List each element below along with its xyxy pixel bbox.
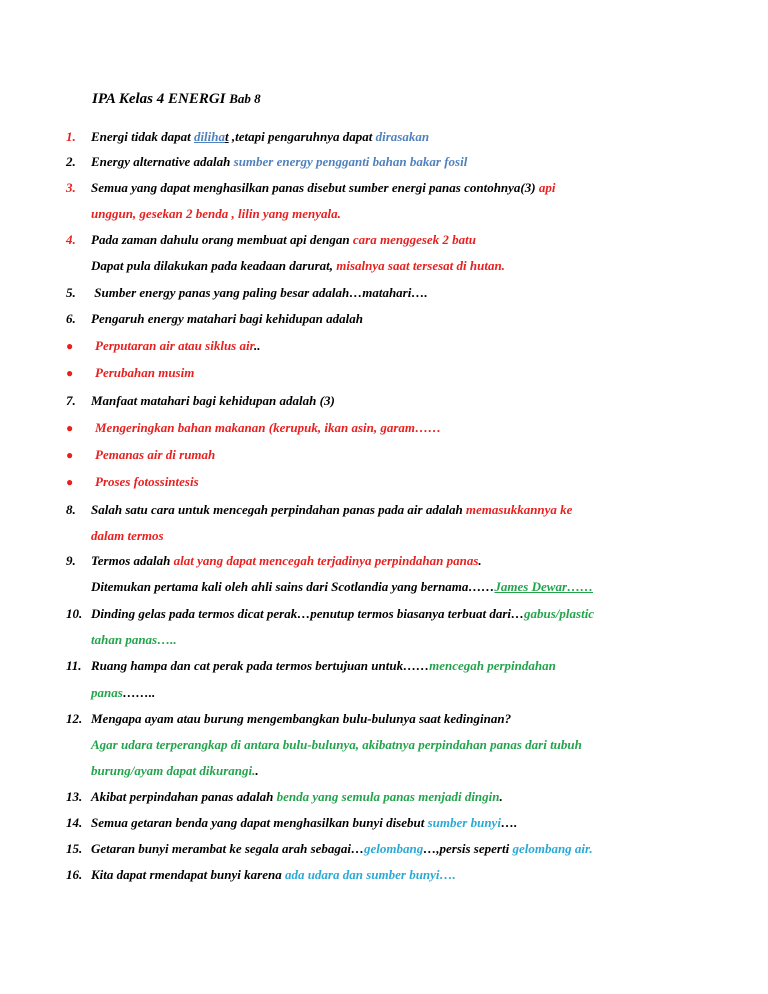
title-sub: Bab 8 xyxy=(229,91,261,106)
item-12: 12. Mengapa ayam atau burung mengembangkan bulu-bulunya saat kedinginan? xyxy=(66,711,512,726)
item-11-cont: panas…….. xyxy=(91,685,156,700)
title-main: IPA Kelas 4 ENERGI xyxy=(92,91,226,107)
item-2: 2. Energy alternative adalah sumber energy pengganti bahan bakar fosil xyxy=(66,154,468,169)
item-8: 8. Salah satu cara untuk mencegah perpindahan panas pada air adalah memasukkannya ke xyxy=(66,502,573,517)
item-number: 12. xyxy=(66,711,83,726)
item-number: 11. xyxy=(66,658,82,673)
item-number: 6. xyxy=(66,311,76,326)
item-15: 15. Getaran bunyi merambat ke segala arah sebagai…gelombang…,persis seperti gelombang air. xyxy=(66,841,593,856)
bullet-7-2: ● Pemanas air di rumah xyxy=(66,447,216,462)
bullet-6-2: ● Perubahan musim xyxy=(66,365,195,380)
page-title xyxy=(92,91,261,108)
item-5: 5. Sumber energy panas yang paling besar adalah…matahari…. xyxy=(66,285,428,300)
item-number: 16. xyxy=(66,867,83,882)
item-number: 7. xyxy=(66,393,76,408)
bullet-6-1: ● Perputaran air atau siklus air.. xyxy=(66,338,261,353)
item-14: 14. Semua getaran benda yang dapat menghasilkan bunyi disebut sumber bunyi…. xyxy=(66,815,518,830)
bullet-7-3: ● Proses fotossintesis xyxy=(66,474,199,489)
item-number: 2. xyxy=(66,154,76,169)
bullet-icon: ● xyxy=(66,448,74,462)
item-13: 13. Akibat perpindahan panas adalah benda yang semula panas menjadi dingin. xyxy=(66,789,503,804)
item-number: 9. xyxy=(66,553,76,568)
item-4: 4. Pada zaman dahulu orang membuat api dengan cara menggesek 2 batu xyxy=(66,232,477,247)
item-11: 11. Ruang hampa dan cat perak pada termos bertujuan untuk……mencegah perpindahan xyxy=(66,658,556,673)
item-8-cont: dalam termos xyxy=(91,528,164,543)
bullet-icon: ● xyxy=(66,421,74,435)
item-9: 9. Termos adalah alat yang dapat mencegah terjadinya perpindahan panas. xyxy=(66,553,482,568)
item-number: 15. xyxy=(66,841,83,856)
item-6: 6. Pengaruh energy matahari bagi kehidupan adalah xyxy=(66,311,363,326)
item-1: 1. Energi tidak dapat dilihat ,tetapi pengaruhnya dapat dirasakan xyxy=(66,129,430,144)
item-3-cont: unggun, gesekan 2 benda , lilin yang menyala. xyxy=(91,206,341,221)
item-number: 4. xyxy=(66,232,76,247)
bullet-icon: ● xyxy=(66,475,74,489)
item-number: 8. xyxy=(66,502,76,517)
item-3: 3. Semua yang dapat menghasilkan panas disebut sumber energi panas contohnya(3) api xyxy=(66,180,556,195)
item-number: 14. xyxy=(66,815,83,830)
item-10: 10. Dinding gelas pada termos dicat perak…penutup termos biasanya terbuat dari…gabus/plastic xyxy=(66,606,595,621)
item-12-cont-1: Agar udara terperangkap di antara bulu-bulunya, akibatnya perpindahan panas dari tubuh xyxy=(91,737,582,752)
bullet-7-1: ● Mengeringkan bahan makanan (kerupuk, ikan asin, garam…… xyxy=(66,420,442,435)
item-7: 7. Manfaat matahari bagi kehidupan adalah (3) xyxy=(66,393,335,408)
item-12-cont-2: burung/ayam dapat dikurangi.. xyxy=(91,763,259,778)
bullet-icon: ● xyxy=(66,339,74,353)
item-number: 5. xyxy=(66,285,76,300)
item-number: 10. xyxy=(66,606,83,621)
item-number: 13. xyxy=(66,789,83,804)
item-number: 3. xyxy=(66,180,76,195)
item-9-cont: Ditemukan pertama kali oleh ahli sains dari Scotlandia yang bernama……James Dewar…… xyxy=(91,579,594,594)
item-10-cont: tahan panas….. xyxy=(91,632,177,647)
bullet-icon: ● xyxy=(66,366,74,380)
item-number: 1. xyxy=(66,129,76,144)
item-16: 16. Kita dapat rmendapat bunyi karena ada udara dan sumber bunyi…. xyxy=(66,867,456,882)
item-4-cont: Dapat pula dilakukan pada keadaan darurat, misalnya saat tersesat di hutan. xyxy=(91,258,505,273)
